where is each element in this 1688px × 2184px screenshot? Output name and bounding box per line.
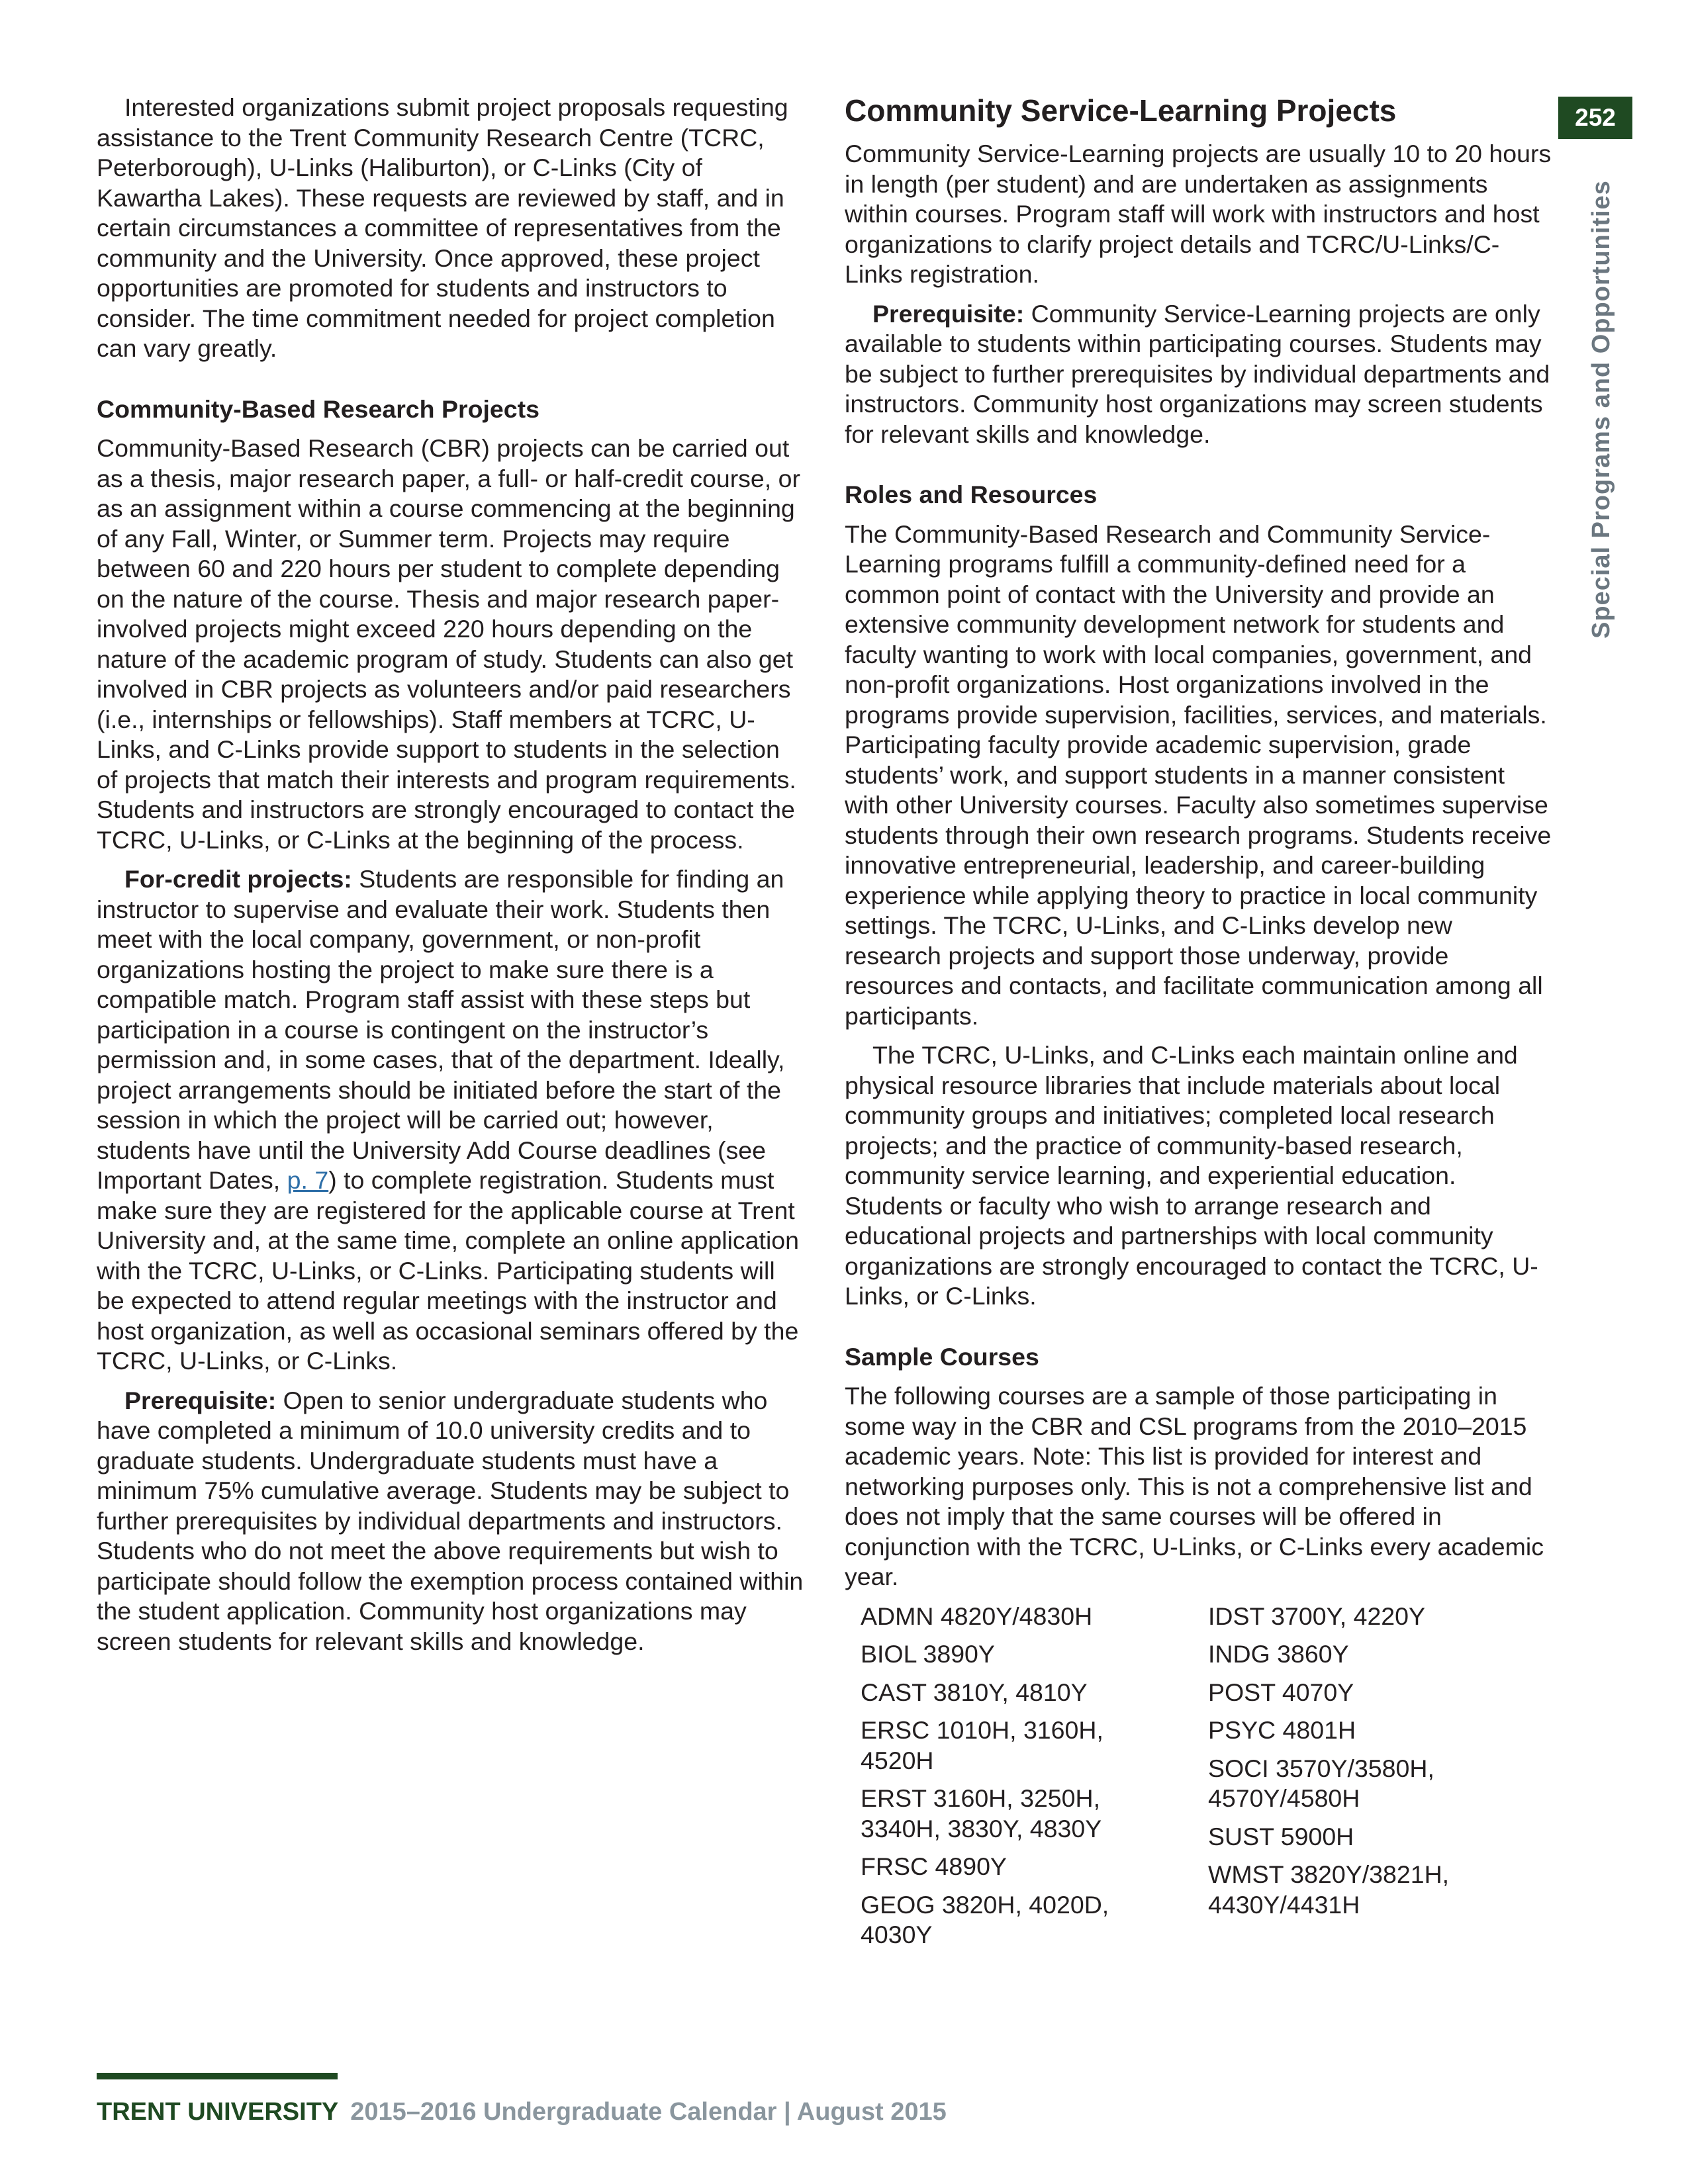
left-prereq-text: Open to senior undergraduate students who have completed a minimum of 10.0 university credits and to graduate students. Undergraduate students must have a minimum 75% cumulative average. Students may be subject to further prerequisites by individual departments and instructors. Students who do not meet the above requirements but wish to participate should follow the exemption process contained within the student application. Community host organizations may screen students for relevant skills and knowledge. — [97, 1386, 804, 1655]
forcredit-paragraph — [97, 864, 805, 1377]
course-item: INDG 3860Y — [1208, 1640, 1349, 1668]
course-item: WMST 3820Y/3821H, 4430Y/4431H — [1208, 1860, 1450, 1919]
right-prereq-paragraph — [845, 299, 1553, 450]
page-number-badge: 252 — [1558, 97, 1632, 139]
course-item: CAST 3810Y, 4810Y — [861, 1678, 1088, 1706]
roles-heading: Roles and Resources — [845, 480, 1098, 508]
course-item: POST 4070Y — [1208, 1678, 1354, 1706]
section-side-label: Special Programs and Opportunities — [1587, 180, 1615, 639]
important-dates-link[interactable]: p. 7 — [287, 1166, 329, 1194]
course-item: PSYC 4801H — [1208, 1716, 1356, 1744]
cbr-paragraph: Community-Based Research (CBR) projects can be carried out as a thesis, major research paper, a full- or half-credit course, or as an assignment within a course commencing at the beginning of any Fall, Winter, or Summer term. Projects may require between 60 and 220 hours per student to complete depending on the nature of the course. Thesis and major research paper-involved projects might exceed 220 hours depending on the nature of the academic program of study. Students can also get involved in CBR projects as volunteers and/or paid researchers (i.e., internships or fellowships). Staff members at TCRC, U-Links, and C-Links provide support to students in the selection of projects that match their interests and program requirements. Students and instructors are strongly encouraged to contact the TCRC, U-Links, or C-Links at the beginning of the process. — [97, 434, 800, 854]
right-prereq-label: Prerequisite: — [872, 299, 1025, 328]
course-item: ERSC 1010H, 3160H, 4520H — [861, 1716, 1103, 1774]
footer — [97, 2098, 947, 2126]
course-item: ADMN 4820Y/4830H — [861, 1602, 1093, 1630]
forcredit-text-2: ) to complete registration. Students must make sure they are registered for the applicable course at Trent University and, at the same time, complete an online application with the TCRC, U-Links, or C-Links. Participating students will be expected to attend regular meetings with the instructor and host organization, as well as occasional seminars offered by the TCRC, U-Links, or C-Links. — [97, 1166, 799, 1375]
roles-paragraph-2: The TCRC, U-Links, and C-Links each maintain online and physical resource libraries that include materials about local community groups and initiatives; completed local research projects; and the practice of community-based research, community service learning, and experiential education. Students or faculty who wish to arrange research and educational projects and partnerships with local community organizations are strongly encouraged to contact the TCRC, U-Links, or C-Links. — [845, 1041, 1538, 1310]
intro-paragraph: Interested organizations submit project proposals requesting assistance to the Trent Community Research Centre (TCRC, Peterborough), U-Links (Haliburton), or C-Links (City of Kawartha Lakes). These requests are reviewed by staff, and in certain circumstances a committee of representatives from the community and the University. Once approved, these project opportunities are promoted for students and instructors to consider. The time commitment needed for project completion can vary greatly. — [97, 93, 788, 362]
forcredit-text-1: Students are responsible for finding an instructor to supervise and evaluate their work. Students then meet with the local company, government, or non-profit organizations hosting the project to make sure there is a compatible match. Program staff assist with these steps but participation in a course is contingent on the instructor’s permission and, in some cases, that of the department. Ideally, project arrangements should be initiated before the start of the session in which the project will be carried out; however, students have until the University Add Course deadlines (see Important Dates, — [97, 865, 785, 1194]
course-item: BIOL 3890Y — [861, 1640, 995, 1668]
course-item: FRSC 4890Y — [861, 1852, 1007, 1880]
sample-courses-paragraph: The following courses are a sample of those participating in some way in the CBR and CSL programs from the 2010–2015 academic years. Note: This list is provided for interest and networking purposes only. This is not a comprehensive list and does not imply that the same courses will be offered in conjunction with the TCRC, U-Links, or C-Links every academic year. — [845, 1382, 1544, 1590]
cbr-heading: Community-Based Research Projects — [97, 394, 539, 423]
forcredit-label: For-credit projects: — [124, 865, 352, 893]
sample-courses-heading: Sample Courses — [845, 1342, 1039, 1371]
csl-paragraph: Community Service-Learning projects are usually 10 to 20 hours in length (per student) and are undertaken as assignments within courses. Program staff will work with instructors and host organizations to clarify project details and TCRC/U-Links/C-Links registration. — [845, 140, 1552, 288]
left-prereq-label: Prerequisite: — [124, 1386, 277, 1414]
course-list-column-2 — [1208, 1602, 1556, 1958]
footer-university: TRENT UNIVERSITY — [97, 2098, 339, 2126]
footer-rule — [97, 2073, 338, 2079]
right-column — [845, 93, 1553, 1958]
course-item: GEOG 3820H, 4020D, 4030Y — [861, 1890, 1109, 1948]
course-item: ERST 3160H, 3250H, 3340H, 3830Y, 4830Y — [861, 1784, 1102, 1843]
course-item: IDST 3700Y, 4220Y — [1208, 1602, 1426, 1630]
left-prereq-paragraph — [97, 1386, 805, 1657]
course-list-column-1 — [861, 1602, 1208, 1958]
course-item: SOCI 3570Y/3580H, 4570Y/4580H — [1208, 1754, 1434, 1812]
course-list — [845, 1602, 1553, 1958]
csl-heading: Community Service-Learning Projects — [845, 93, 1397, 128]
roles-paragraph-1: The Community-Based Research and Community Service-Learning programs fulfill a community-defined need for a common point of contact with the University and provide an extensive community development network for students and faculty wanting to work with local companies, government, and non-profit organizations. Host organizations involved in the programs provide supervision, facilities, services, and materials. Participating faculty provide academic supervision, grade students’ work, and support students in a manner consistent with other University courses. Faculty also sometimes supervise students through their own research programs. Students receive innovative entrepreneurial, leadership, and career-building experience while applying theory to practice in local community settings. The TCRC, U-Links, and C-Links develop new research projects and support those underway, provide resources and contacts, and facilitate communication among all participants. — [845, 520, 1552, 1030]
course-item: SUST 5900H — [1208, 1822, 1354, 1850]
right-prereq-text: Community Service-Learning projects are only available to students within participating courses. Students may be subject to further prerequisites by individual departments and instructors. Community host organizations may screen students for relevant skills and knowledge. — [845, 299, 1550, 448]
left-column — [97, 93, 805, 1666]
footer-calendar: 2015–2016 Undergraduate Calendar | August 2015 — [350, 2098, 947, 2126]
